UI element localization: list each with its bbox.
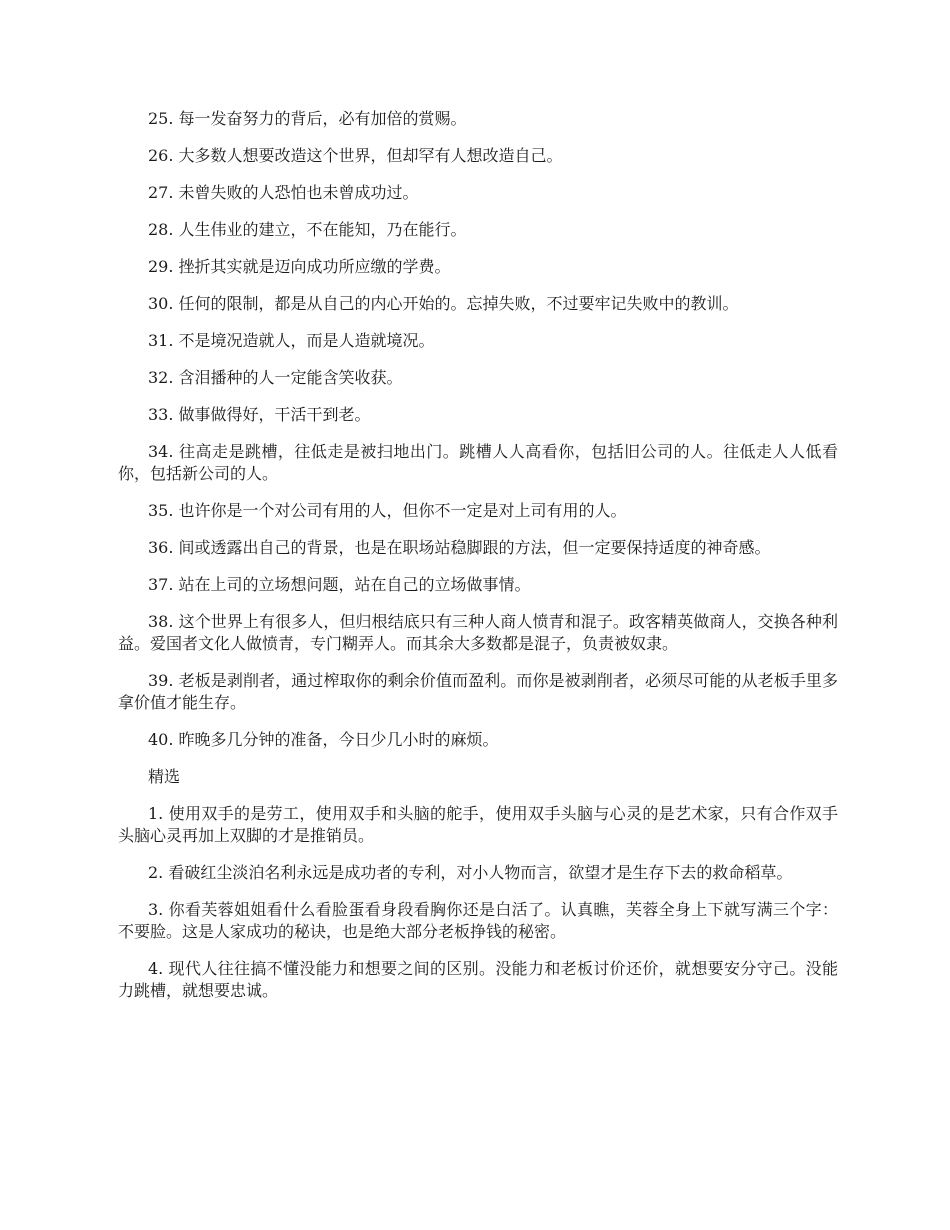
featured-quote-1: 1. 使用双手的是劳工，使用双手和头脑的舵手，使用双手头脑与心灵的是艺术家，只有合作双手头脑心灵再加上双脚的才是推销员。 bbox=[118, 804, 838, 845]
quote-37: 37. 站在上司的立场想问题，站在自己的立场做事情。 bbox=[148, 575, 531, 594]
quote-36: 36. 间或透露出自己的背景，也是在职场站稳脚跟的方法，但一定要保持适度的神奇感。 bbox=[148, 538, 771, 557]
quote-40: 40. 昨晚多几分钟的准备，今日少几小时的麻烦。 bbox=[148, 730, 499, 749]
quote-29: 29. 挫折其实就是迈向成功所应缴的学费。 bbox=[148, 257, 451, 276]
quote-28: 28. 人生伟业的建立，不在能知，乃在能行。 bbox=[148, 220, 467, 239]
quote-39: 39. 老板是剥削者，通过榨取你的剩余价值而盈利。而你是被剥削者，必须尽可能的从老板手里多拿价值才能生存。 bbox=[118, 671, 838, 712]
section-heading: 精选 bbox=[148, 767, 181, 786]
quote-25: 25. 每一发奋努力的背后，必有加倍的赏赐。 bbox=[148, 109, 467, 128]
quote-27: 27. 未曾失败的人恐怕也未曾成功过。 bbox=[148, 183, 419, 202]
quote-34: 34. 往高走是跳槽，往低走是被扫地出门。跳槽人人高看你，包括旧公司的人。往低走人人低看你，包括新公司的人。 bbox=[118, 442, 838, 483]
quote-26: 26. 大多数人想要改造这个世界，但却罕有人想改造自己。 bbox=[148, 146, 563, 165]
featured-quote-4: 4. 现代人往往搞不懂没能力和想要之间的区别。没能力和老板讨价还价，就想要安分守己。没能力跳槽，就想要忠诚。 bbox=[118, 959, 838, 1000]
featured-quote-3: 3. 你看芙蓉姐姐看什么看脸蛋看身段看胸你还是白活了。认真瞧，芙蓉全身上下就写满三个字：不要脸。这是人家成功的秘诀，也是绝大部分老板挣钱的秘密。 bbox=[118, 900, 838, 941]
quote-30: 30. 任何的限制，都是从自己的内心开始的。忘掉失败，不过要牢记失败中的教训。 bbox=[148, 294, 739, 313]
quote-33: 33. 做事做得好，干活干到老。 bbox=[148, 405, 371, 424]
document-body bbox=[118, 108, 838, 1017]
quote-31: 31. 不是境况造就人，而是人造就境况。 bbox=[148, 331, 435, 350]
quote-38: 38. 这个世界上有很多人，但归根结底只有三种人商人愤青和混子。政客精英做商人，交换各种利益。爱国者文化人做愤青，专门糊弄人。而其余大多数都是混子，负责被奴隶。 bbox=[118, 612, 838, 653]
quote-32: 32. 含泪播种的人一定能含笑收获。 bbox=[148, 368, 403, 387]
featured-quote-2: 2. 看破红尘淡泊名利永远是成功者的专利，对小人物而言，欲望才是生存下去的救命稻草。 bbox=[148, 863, 793, 882]
quote-35: 35. 也许你是一个对公司有用的人，但你不一定是对上司有用的人。 bbox=[148, 501, 627, 520]
